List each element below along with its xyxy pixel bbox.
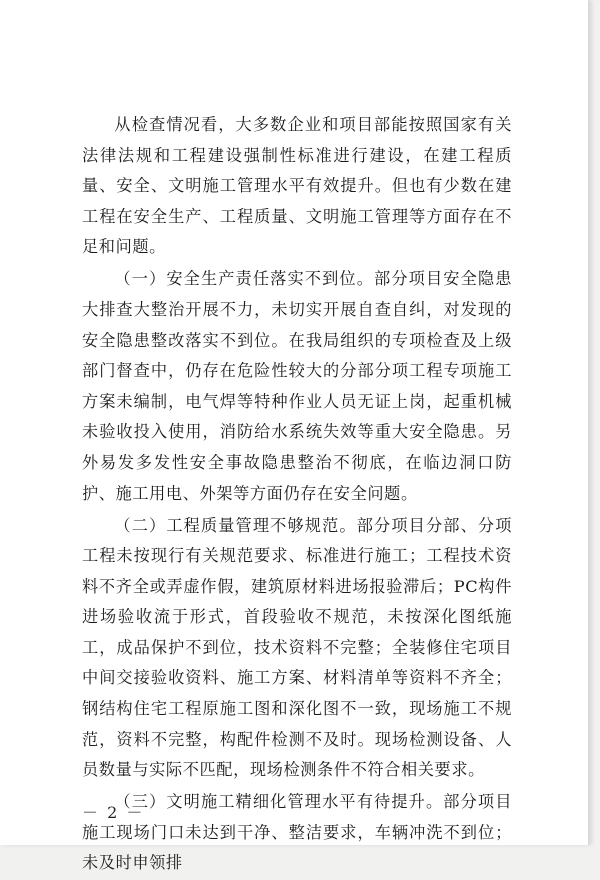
paragraph-civilized-construction: （三）文明施工精细化管理水平有待提升。部分项目施工现场门口未达到干净、整洁要求，车辆冲洗不到位；未及时申领排 (82, 792, 512, 873)
page-number: － 2 － (82, 803, 145, 822)
paragraph-quality-management: （二）工程质量管理不够规范。部分项目分部、分项工程未按现行有关规范要求、标准进行施工；工程技术资料不齐全或弄虚作假，建筑原材料进场报验滞后；PC构件进场验收流于形式，首段验收不规范，未按深化图纸施工，成品保护不到位，技术资料不完整；全装修住宅项目中间交接验收资料、施工方案、材料清单等资料不齐全；钢结构住宅工程原施工图和深化图不一致，现场施工不规范，资料不完整，构配件检测不及时。现场检测设备、人员数量与实际不匹配，现场检测条件不符合相关要求。 (82, 515, 512, 780)
paragraph-inspection-summary: 从检查情况看，大多数企业和项目部能按照国家有关法律法规和工程建设强制性标准进行建设，在建工程质量、安全、文明施工管理水平有效提升。但也有少数在建工程在安全生产、工程质量、文明施工管理等方面存在不足和问题。 (82, 115, 512, 257)
paragraph-safety-responsibility: （一）安全生产责任落实不到位。部分项目安全隐患大排查大整治开展不力，未切实开展自查自纠，对发现的安全隐患整改落实不到位。在我局组织的专项检查及上级部门督查中，仍存在危险性较大的分部分项工程专项施工方案未编制，电气焊等特种作业人员无证上岗，起重机械未验收投入使用，消防给水系统失效等重大安全隐患。另外易发多发性安全事故隐患整治不彻底，在临边洞口防护、施工用电、外架等方面仍存在安全问题。 (82, 269, 512, 503)
document-body (82, 110, 512, 880)
